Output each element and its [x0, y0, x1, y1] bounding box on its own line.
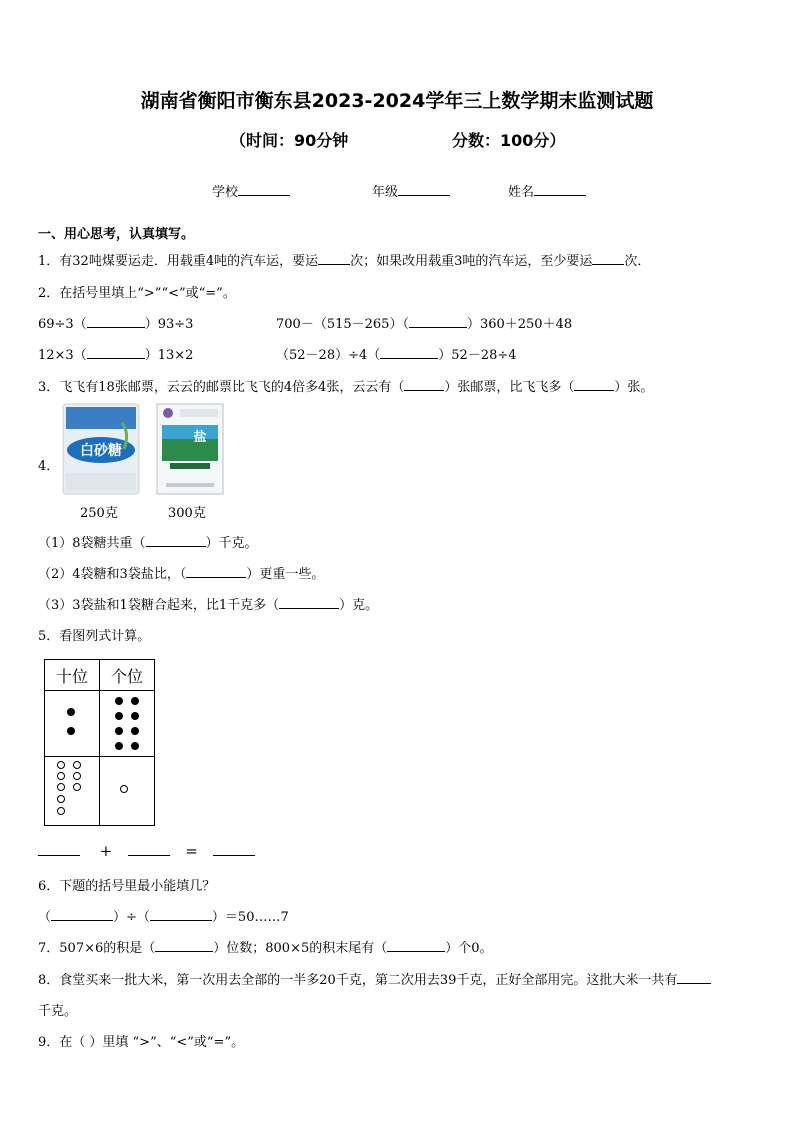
filled-bead	[131, 712, 139, 720]
question-2-row1-b: 700－（515－265）（ ）360＋250＋48	[276, 317, 573, 332]
page-title: 湖南省衡阳市衡东县2023-2024学年三上数学期末监测试题	[140, 90, 654, 112]
hollow-bead	[120, 785, 128, 793]
filled-bead	[131, 697, 139, 705]
filled-bead	[115, 742, 123, 750]
hollow-bead	[57, 795, 65, 803]
question-9-stem: 9．在（ ）里填 “>”、“<”或“=”。	[38, 1035, 245, 1050]
filled-bead	[115, 697, 123, 705]
sugar-bag-label: 白砂糖	[80, 443, 122, 459]
hollow-bead	[57, 783, 65, 791]
question-2-row2-b: （52－28）÷4（ ）52－28÷4	[276, 348, 517, 363]
exam-time: （时间：90分钟	[230, 131, 349, 150]
salt-bag-label: 盐	[193, 430, 207, 445]
place-value-chart	[44, 659, 155, 826]
question-6-expression: （ ）÷（ ）＝50……7	[38, 910, 289, 925]
hollow-bead	[73, 761, 81, 769]
question-2-row2-a: 12×3（ ）13×2	[38, 348, 194, 363]
tens-filled-cell	[45, 691, 100, 757]
question-2-row1-a: 69÷3（ ）93÷3	[38, 317, 194, 332]
filled-bead	[115, 712, 123, 720]
question-8-line1: 8．食堂买来一批大米，第一次用去全部的一半多20千克，第二次用去39千克，正好全部用完。这批大米一共有	[38, 969, 711, 988]
grade-field: 年级	[372, 181, 450, 200]
question-4-sub1: （1）8袋糖共重（ ）千克。	[38, 536, 258, 551]
question-4-sub3: （3）3袋盐和1袋糖合起来，比1千克多（ ）克。	[38, 598, 379, 613]
question-3: 3．飞飞有18张邮票，云云的邮票比飞飞的4倍多4张，云云有（ ）张邮票，比飞飞多（ ）张。	[38, 380, 654, 395]
question-4-number: 4．	[38, 459, 60, 474]
hollow-bead	[57, 772, 65, 780]
sugar-bag-image	[62, 403, 140, 495]
filled-bead	[131, 742, 139, 750]
school-field: 学校	[212, 181, 290, 200]
hollow-bead	[57, 807, 65, 815]
hollow-bead	[57, 761, 65, 769]
header-tens: 十位	[45, 660, 100, 691]
section-heading: 一、用心思考，认真填写。	[38, 227, 195, 242]
question-7: 7．507×6的积是（ ）位数；800×5的积末尾有（ ）个0。	[38, 941, 493, 956]
question-2-stem: 2．在括号里填上“>”“<”或“=”。	[38, 286, 236, 301]
question-5-stem: 5．看图列式计算。	[38, 629, 151, 644]
header-ones: 个位	[100, 660, 155, 691]
question-1: 1．有32吨煤要运走．用载重4吨的汽车运，要运 次；如果改用载重3吨的汽车运，至少要运 次．	[38, 254, 651, 269]
sugar-weight: 250克	[80, 506, 118, 521]
tens-hollow-cell	[45, 757, 100, 826]
exam-score: 分数：100分）	[452, 131, 566, 150]
ones-filled-cell	[100, 691, 155, 757]
name-field: 姓名	[508, 181, 586, 200]
filled-bead	[67, 708, 75, 716]
question-8-line2: 千克。	[38, 1004, 78, 1019]
filled-bead	[67, 727, 75, 735]
salt-bag-image	[156, 403, 224, 495]
filled-bead	[131, 727, 139, 735]
filled-bead	[115, 727, 123, 735]
hollow-bead	[73, 783, 81, 791]
question-5-equation: + =	[38, 842, 255, 860]
hollow-bead	[73, 772, 81, 780]
salt-weight: 300克	[168, 506, 206, 521]
question-6-stem: 6．下题的括号里最小能填几？	[38, 879, 216, 894]
question-4-sub2: （2）4袋糖和3袋盐比，（ ）更重一些。	[38, 567, 325, 582]
ones-hollow-cell	[100, 757, 155, 826]
